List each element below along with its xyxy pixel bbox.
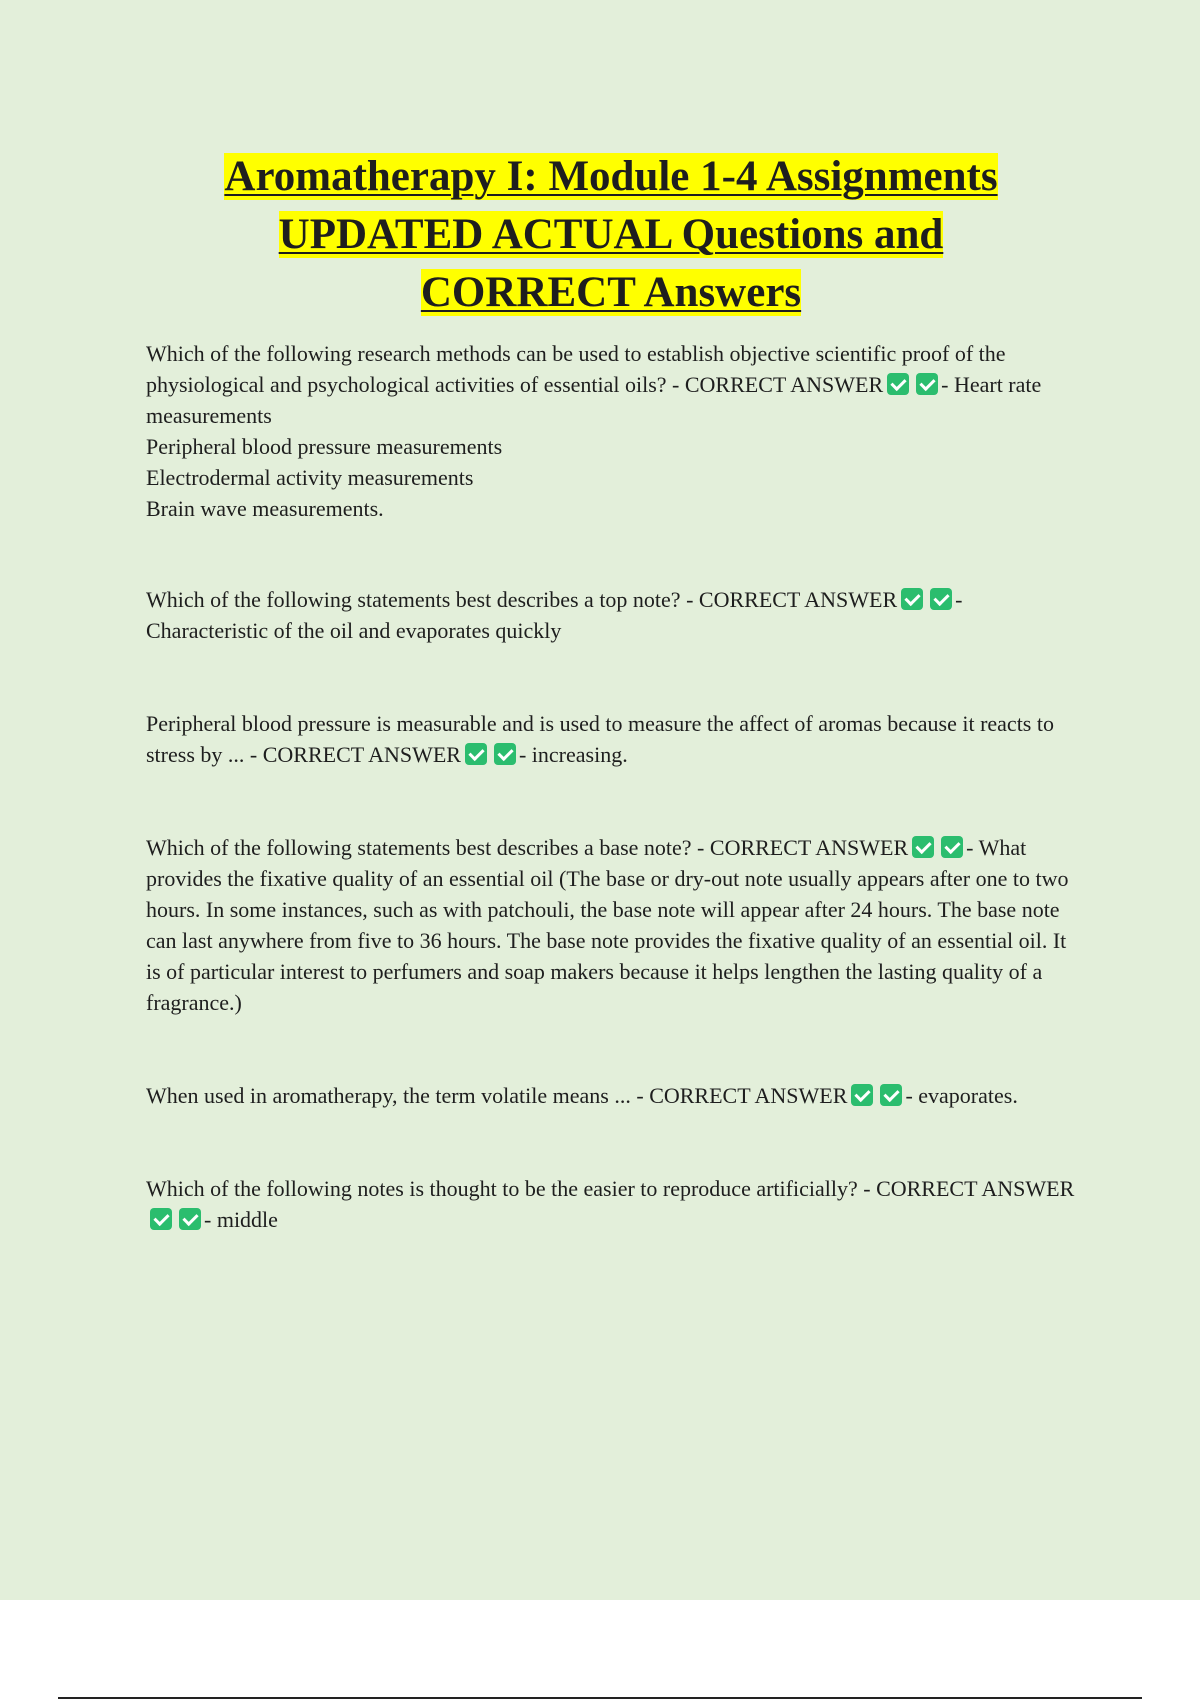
- qa-item: [146, 584, 1076, 646]
- qa-text: Peripheral blood pressure is measurable and is used to measure the affect of aromas because it reacts to stress by ... - CORRECT ANSWER - increasing.: [146, 711, 1054, 767]
- qa-text: Which of the following research methods can be used to establish objective scientific proof of the physiological and psychological activities of essential oils? - CORRECT ANSWER - Heart rate measurements: [146, 341, 1042, 428]
- green-checkmark-icon: [930, 588, 952, 610]
- green-checkmark-icon: [912, 836, 934, 858]
- title-line-3: CORRECT Answers: [420, 269, 802, 316]
- answer-text: Characteristic of the oil and evaporates quickly: [146, 618, 562, 643]
- qa-item: [146, 832, 1076, 1018]
- qa-item: [146, 1080, 1076, 1111]
- question-text: Peripheral blood pressure is measurable and is used to measure the affect of aromas because it reacts to stress by ... -: [146, 711, 1054, 767]
- qa-list: [146, 338, 1076, 1235]
- qa-item: [146, 338, 1076, 524]
- question-text: Which of the following statements best describes a top note? -: [146, 587, 699, 612]
- answer-text: increasing.: [531, 742, 628, 767]
- green-checkmark-icon: [150, 1208, 172, 1230]
- answer-marker: CORRECT ANSWER: [876, 1176, 1075, 1201]
- answer-text: evaporates.: [918, 1083, 1018, 1108]
- answer-text: Heart rate measurements: [146, 372, 1042, 428]
- question-text: Which of the following research methods can be used to establish objective scientific proof of the physiological and psychological activities of essential oils? -: [146, 341, 1006, 397]
- answer-text: middle: [216, 1207, 278, 1232]
- green-checkmark-icon: [916, 373, 938, 395]
- green-checkmark-icon: [941, 836, 963, 858]
- qa-item: [146, 708, 1076, 770]
- document-title: [146, 148, 1076, 322]
- green-checkmark-icon: [901, 588, 923, 610]
- document-content: [146, 148, 1076, 1297]
- answer-marker: CORRECT ANSWER: [649, 1083, 848, 1108]
- answer-list-item: Peripheral blood pressure measurements: [146, 434, 503, 459]
- green-checkmark-icon: [880, 1084, 902, 1106]
- title-line-2: UPDATED ACTUAL Questions and: [278, 211, 944, 258]
- qa-text: Which of the following notes is thought to be the easier to reproduce artificially? - CORRECT ANSWER- middle: [146, 1176, 1075, 1232]
- title-line-1: Aromatherapy I: Module 1-4 Assignments: [224, 153, 998, 200]
- qa-text: Which of the following statements best describes a top note? - CORRECT ANSWER - Characteristic of the oil and evaporates quickly: [146, 587, 963, 643]
- green-checkmark-icon: [494, 743, 516, 765]
- question-text: Which of the following notes is thought to be the easier to reproduce artificially? -: [146, 1176, 877, 1201]
- answer-marker: CORRECT ANSWER: [709, 835, 909, 860]
- answer-marker: CORRECT ANSWER: [698, 587, 898, 612]
- footer-divider: [58, 1697, 1142, 1699]
- answer-list-item: Brain wave measurements.: [146, 496, 384, 521]
- qa-item: [146, 1173, 1076, 1235]
- green-checkmark-icon: [887, 373, 909, 395]
- qa-text: Which of the following statements best describes a base note? - CORRECT ANSWER - What provides the fixative quality of an essential oil (The base or dry-out note usually appears after one to two hours. In some instances, such as with patchouli, the base note will appear after 24 hours. The base note can last anywhere from five to 36 hours. The base note provides the fixative quality of an essential oil. It is of particular interest to perfumers and soap makers because it helps lengthen the lasting quality of a fragrance.): [146, 835, 1069, 1015]
- question-text: When used in aromatherapy, the term volatile means ... -: [146, 1083, 650, 1108]
- answer-list-item: Electrodermal activity measurements: [146, 465, 474, 490]
- green-checkmark-icon: [179, 1208, 201, 1230]
- answer-marker: CORRECT ANSWER: [684, 372, 884, 397]
- answer-text: What provides the fixative quality of an essential oil (The base or dry-out note usually appears after one to two hours. In some instances, such as with patchouli, the base note will appear after 24 hours. The base note can last anywhere from five to 36 hours. The base note provides the fixative quality of an essential oil. It is of particular interest to perfumers and soap makers because it helps lengthen the lasting quality of a fragrance.): [146, 835, 1069, 1015]
- green-checkmark-icon: [465, 743, 487, 765]
- question-text: Which of the following statements best describes a base note? -: [146, 835, 710, 860]
- answer-marker: CORRECT ANSWER: [262, 742, 461, 767]
- green-checkmark-icon: [851, 1084, 873, 1106]
- qa-text: When used in aromatherapy, the term volatile means ... - CORRECT ANSWER - evaporates.: [146, 1083, 1018, 1108]
